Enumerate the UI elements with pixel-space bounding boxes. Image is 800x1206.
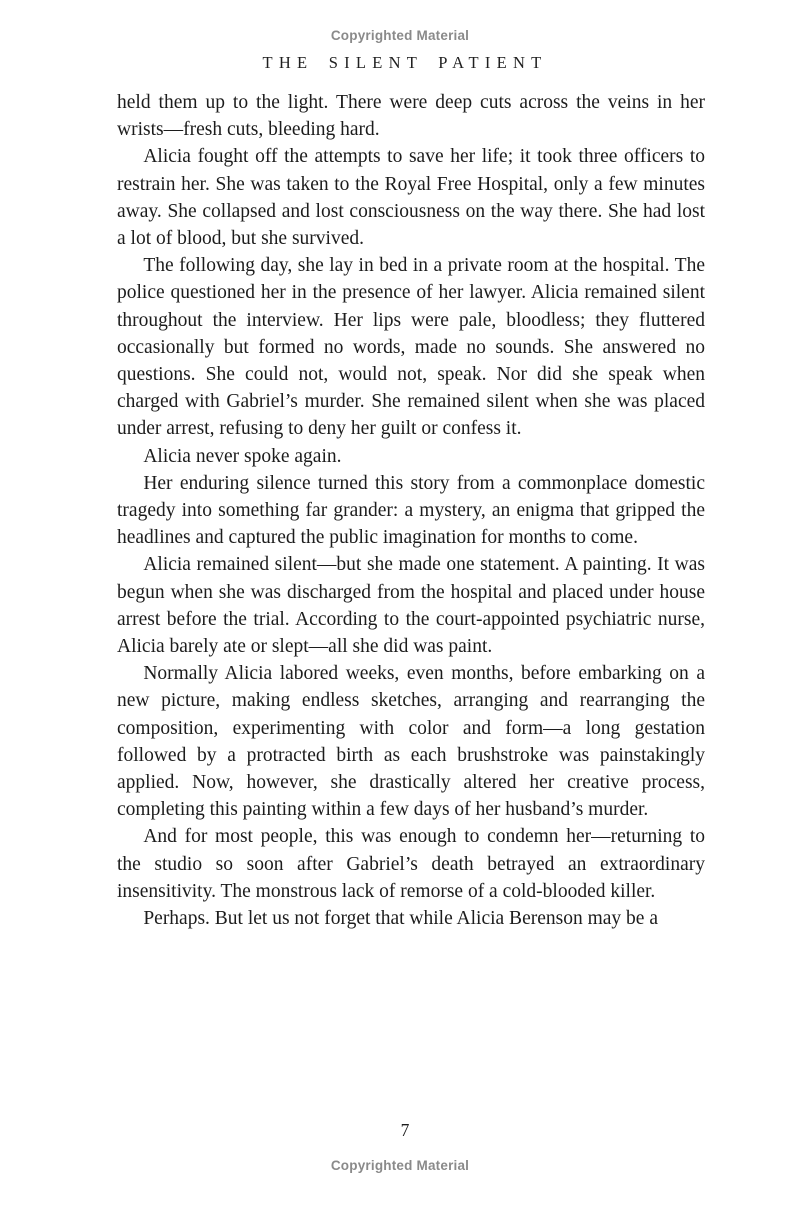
copyright-notice-top: Copyrighted Material: [330, 28, 470, 43]
paragraph-6: Alicia remained silent—but she made one statement. A painting. It was begun when she was discharged from the hospital and placed under house arrest before the trial. According to the court-appointed psychiatric nurse, Alicia barely ate or slept—all she did was paint.: [117, 554, 705, 658]
paragraph-1: held them up to the light. There were deep cuts across the veins in her wrists—fresh cuts, bleeding hard.: [117, 92, 705, 141]
paragraph-7: Normally Alicia labored weeks, even months, before embarking on a new picture, making endless sketches, arranging and rearranging the composition, experimenting with color and form—a long gestation followed by a protracted birth as each brushstroke was painstakingly applied. Now, however, she drastically altered her creative process, completing this painting within a few days of her husband’s murder.: [117, 663, 705, 821]
paragraph-2: Alicia fought off the attempts to save her life; it took three officers to restrain her. She was taken to the Royal Free Hospital, only a few minutes away. She collapsed and lost consciousness on the way there. She had lost a lot of blood, but she survived.: [117, 146, 705, 250]
paragraph-5: Her enduring silence turned this story from a commonplace domestic tragedy into something far grander: a mystery, an enigma that gripped the headlines and captured the public imagination for months to come.: [117, 472, 705, 549]
page-number: 7: [400, 1120, 410, 1140]
paragraph-9: Perhaps. But let us not forget that while Alicia Berenson may be a: [143, 908, 658, 930]
copyright-notice-bottom: Copyrighted Material: [330, 1158, 470, 1173]
paragraph-3: The following day, she lay in bed in a private room at the hospital. The police questioned her in the presence of her lawyer. Alicia remained silent throughout the interview. Her lips were pale, bloodless; they fluttered occasionally but formed no words, made no sounds. She answered no questions. She could not, would not, speak. Nor did she speak when charged with Gabriel’s murder. She remained silent when she was placed under arrest, refusing to deny her guilt or confess it.: [117, 255, 705, 440]
page-body: [117, 89, 705, 932]
running-header: THE SILENT PATIENT: [262, 53, 548, 72]
paragraph-4: Alicia never spoke again.: [143, 445, 342, 467]
paragraph-8: And for most people, this was enough to condemn her—returning to the studio so soon after Gabriel’s death betrayed an extraordinary insensitivity. The monstrous lack of remorse of a cold-blooded killer.: [117, 826, 705, 902]
